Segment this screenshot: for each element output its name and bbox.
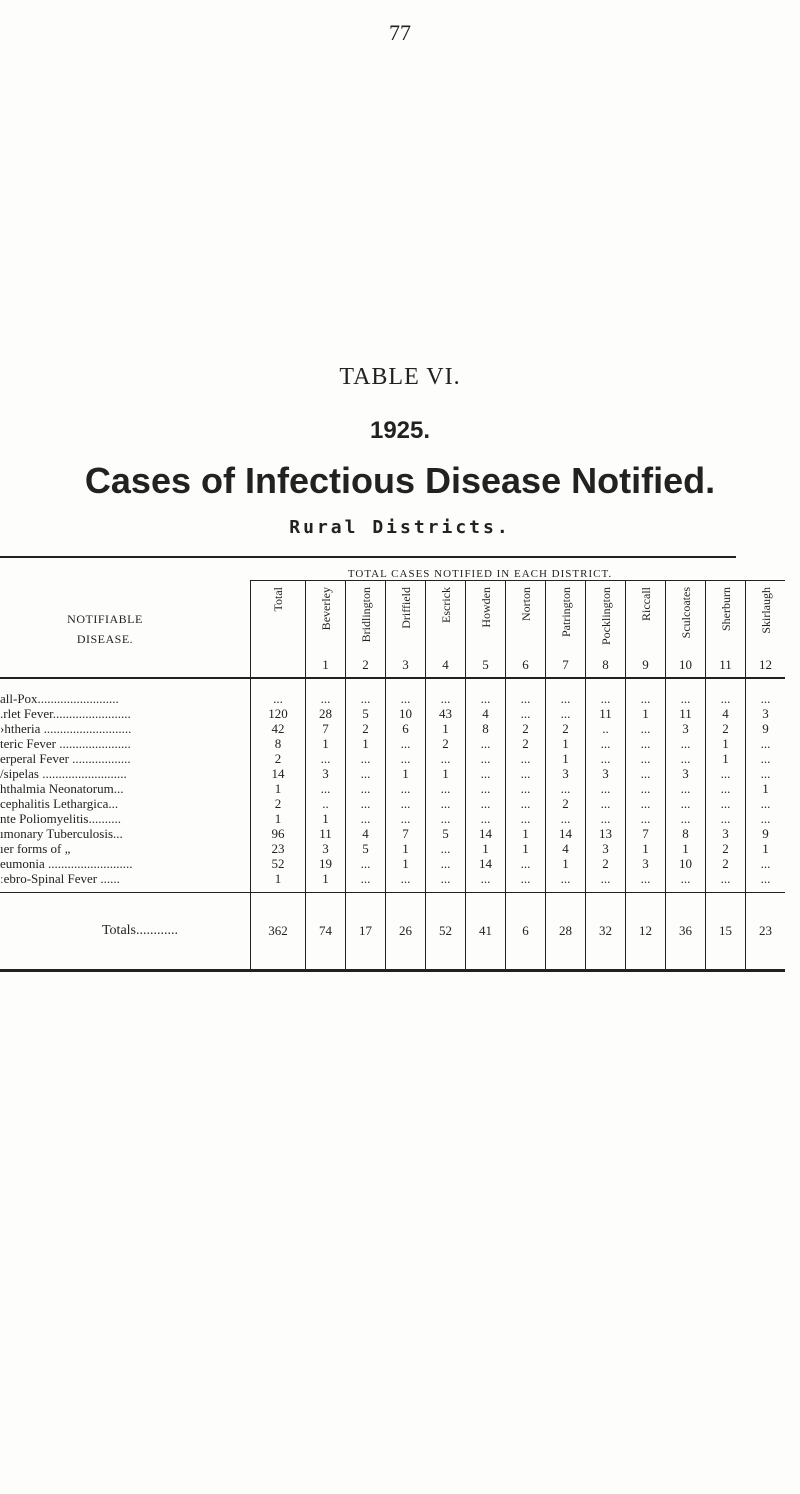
district-cell: 11 <box>666 706 706 721</box>
table-row <box>0 766 785 781</box>
district-cell: ... <box>626 736 666 751</box>
district-cell: 1 <box>386 766 426 781</box>
district-cell: 7 <box>386 826 426 841</box>
district-cell: ... <box>426 751 466 766</box>
district-cell: ... <box>426 871 466 893</box>
section-label: TOTAL CASES NOTIFIED IN EACH DISTRICT. <box>347 568 613 580</box>
district-cell: 5 <box>426 826 466 841</box>
district-number: 4 <box>442 657 449 672</box>
district-cell: ... <box>306 751 346 766</box>
district-cell: ... <box>466 691 506 706</box>
district-cell: 1 <box>746 841 786 856</box>
table-row <box>0 691 785 706</box>
district-cell: 3 <box>306 766 346 781</box>
spacer-cell <box>0 678 251 691</box>
spacer-cell <box>586 678 626 691</box>
table-row <box>0 811 785 826</box>
district-cell: 1 <box>306 811 346 826</box>
disease-label: eumonia .......................... <box>0 856 133 871</box>
district-cell: ... <box>466 751 506 766</box>
district-cell: 1 <box>546 751 586 766</box>
district-number: 6 <box>522 657 529 672</box>
district-cell: ... <box>426 796 466 811</box>
district-cell: ... <box>466 766 506 781</box>
district-cell: 4 <box>346 826 386 841</box>
district-cell: 8 <box>466 721 506 736</box>
total-cell: 52 <box>251 856 306 871</box>
district-cell: ... <box>346 811 386 826</box>
district-column-header <box>346 581 386 679</box>
disease-label: ımonary Tuberculosis... <box>0 826 123 841</box>
spacer-cell <box>746 678 786 691</box>
district-column-header <box>466 581 506 679</box>
disease-header-line1: NOTIFIABLE <box>67 611 143 626</box>
district-total-cell: 52 <box>426 893 466 971</box>
total-cell: ... <box>251 691 306 706</box>
district-total-cell: 41 <box>466 893 506 971</box>
district-total-cell: 36 <box>666 893 706 971</box>
disease-label: /sipelas .......................... <box>0 766 127 781</box>
district-cell: 1 <box>386 856 426 871</box>
district-number: 9 <box>642 657 649 672</box>
table-row <box>0 751 785 766</box>
district-column-header <box>506 581 546 679</box>
district-cell: 1 <box>626 841 666 856</box>
district-name: Skirlaugh <box>758 587 773 634</box>
district-cell: ... <box>426 691 466 706</box>
total-cell: 1 <box>251 781 306 796</box>
disease-header-line2: DISEASE. <box>76 631 134 646</box>
district-total-cell: 32 <box>586 893 626 971</box>
district-cell: ... <box>466 811 506 826</box>
disease-label: hthalmia Neonatorum... <box>0 781 124 796</box>
district-cell: 3 <box>586 841 626 856</box>
spacer-row <box>0 678 785 691</box>
district-cell: ... <box>706 796 746 811</box>
spacer-cell <box>306 678 346 691</box>
district-cell: ... <box>346 796 386 811</box>
district-cell: ... <box>346 751 386 766</box>
district-cell: 1 <box>386 841 426 856</box>
disease-column-header <box>0 581 251 679</box>
district-number: 12 <box>759 657 772 672</box>
district-cell: 5 <box>346 841 386 856</box>
district-cell: 11 <box>306 826 346 841</box>
district-cell: ... <box>586 781 626 796</box>
district-cell: 9 <box>746 826 786 841</box>
district-cell: ... <box>746 691 786 706</box>
disease-label: cephalitis Lethargica... <box>0 796 119 811</box>
district-cell: 3 <box>706 826 746 841</box>
district-cell: ... <box>466 796 506 811</box>
district-cell: 4 <box>546 841 586 856</box>
district-cell: 14 <box>466 826 506 841</box>
district-cell: 1 <box>706 751 746 766</box>
district-number: 3 <box>402 657 409 672</box>
cases-table-container <box>0 580 773 972</box>
spacer-cell <box>626 678 666 691</box>
district-cell: 1 <box>426 766 466 781</box>
district-name: Bridlington <box>358 587 373 643</box>
district-cell: ... <box>426 841 466 856</box>
district-name: Beverley <box>318 587 333 631</box>
district-name: Patrington <box>558 587 573 637</box>
disease-label: erperal Fever .................. <box>0 751 131 766</box>
disease-label: nte Poliomyelitis.......... <box>0 811 121 826</box>
total-cell: 96 <box>251 826 306 841</box>
district-cell: 1 <box>426 721 466 736</box>
district-cell: ... <box>346 856 386 871</box>
district-cell: ... <box>706 811 746 826</box>
district-cell: ... <box>586 751 626 766</box>
district-cell: ... <box>386 781 426 796</box>
district-cell: ... <box>386 796 426 811</box>
district-cell: 4 <box>466 706 506 721</box>
district-cell: 3 <box>666 721 706 736</box>
district-name: Riccall <box>638 587 653 621</box>
district-cell: ... <box>546 871 586 893</box>
district-cell: ... <box>666 691 706 706</box>
district-cell: ... <box>506 766 546 781</box>
spacer-cell <box>506 678 546 691</box>
district-cell: ... <box>426 781 466 796</box>
page-number: 77 <box>389 20 411 45</box>
district-cell: ... <box>386 871 426 893</box>
total-column-header <box>251 581 306 679</box>
district-cell: ... <box>586 796 626 811</box>
table-row <box>0 856 785 871</box>
district-cell: ... <box>546 706 586 721</box>
district-cell: 3 <box>306 841 346 856</box>
district-name: Howden <box>478 587 493 628</box>
district-cell: ... <box>586 736 626 751</box>
district-cell: 2 <box>546 796 586 811</box>
district-number: 8 <box>602 657 609 672</box>
district-cell: ... <box>386 751 426 766</box>
totals-row <box>0 893 785 971</box>
district-total-cell: 26 <box>386 893 426 971</box>
total-cell: 42 <box>251 721 306 736</box>
spacer-cell <box>546 678 586 691</box>
district-cell: ... <box>426 856 466 871</box>
district-cell: ... <box>546 781 586 796</box>
district-cell: ... <box>626 751 666 766</box>
district-cell: ... <box>466 781 506 796</box>
total-cell: 2 <box>251 751 306 766</box>
total-header-text: Total <box>271 587 285 612</box>
district-cell: ... <box>626 721 666 736</box>
district-cell: 2 <box>346 721 386 736</box>
district-cell: 2 <box>506 721 546 736</box>
district-cell: 3 <box>746 706 786 721</box>
district-cell: ... <box>506 691 546 706</box>
totals-label: Totals............ <box>0 893 251 971</box>
district-cell: 5 <box>346 706 386 721</box>
district-cell: 13 <box>586 826 626 841</box>
table-row <box>0 781 785 796</box>
district-cell: ... <box>626 796 666 811</box>
district-column-header <box>586 581 626 679</box>
table-title: TABLE VI. <box>339 364 461 390</box>
district-cell: ... <box>546 811 586 826</box>
district-cell: ... <box>626 766 666 781</box>
total-cell: 120 <box>251 706 306 721</box>
district-name: Sculcoates <box>678 587 693 639</box>
table-row <box>0 796 785 811</box>
district-cell: .. <box>586 721 626 736</box>
total-cell: 1 <box>251 811 306 826</box>
district-cell: 11 <box>586 706 626 721</box>
table-row <box>0 736 785 751</box>
district-cell: 1 <box>706 736 746 751</box>
table-row <box>0 706 785 721</box>
district-total-cell: 12 <box>626 893 666 971</box>
district-cell: 3 <box>586 766 626 781</box>
district-cell: 1 <box>746 781 786 796</box>
district-cell: 2 <box>546 721 586 736</box>
district-cell: 8 <box>666 826 706 841</box>
spacer-cell <box>386 678 426 691</box>
district-cell: 1 <box>546 856 586 871</box>
district-number: 7 <box>562 657 569 672</box>
district-name: Escrick <box>438 587 453 623</box>
district-cell: 2 <box>506 736 546 751</box>
district-cell: 4 <box>706 706 746 721</box>
district-cell: 14 <box>466 856 506 871</box>
district-cell: 1 <box>306 871 346 893</box>
sub-heading: Rural Districts. <box>289 517 511 538</box>
district-cell: 1 <box>466 841 506 856</box>
district-column-header <box>706 581 746 679</box>
district-cell: ... <box>546 691 586 706</box>
district-number: 11 <box>719 657 732 672</box>
district-cell: .. <box>306 796 346 811</box>
district-cell: ... <box>306 691 346 706</box>
district-cell: ... <box>346 871 386 893</box>
total-cell: 8 <box>251 736 306 751</box>
district-cell: 1 <box>346 736 386 751</box>
district-cell: 2 <box>706 841 746 856</box>
district-cell: ... <box>506 751 546 766</box>
district-cell: ... <box>626 691 666 706</box>
district-name: Sherburn <box>718 587 733 631</box>
district-cell: 3 <box>546 766 586 781</box>
spacer-cell <box>466 678 506 691</box>
spacer-cell <box>706 678 746 691</box>
district-column-header <box>386 581 426 679</box>
district-cell: ... <box>746 736 786 751</box>
district-cell: ... <box>666 871 706 893</box>
district-cell: ... <box>466 736 506 751</box>
district-cell: ... <box>706 871 746 893</box>
district-cell: 43 <box>426 706 466 721</box>
district-cell: 3 <box>626 856 666 871</box>
district-cell: 2 <box>586 856 626 871</box>
district-cell: 1 <box>666 841 706 856</box>
total-cell: 1 <box>251 871 306 893</box>
district-cell: 1 <box>306 736 346 751</box>
disease-label: all-Pox......................... <box>0 691 119 706</box>
district-cell: 2 <box>426 736 466 751</box>
district-cell: ... <box>346 766 386 781</box>
district-cell: 1 <box>626 706 666 721</box>
district-cell: ... <box>506 871 546 893</box>
district-cell: 6 <box>386 721 426 736</box>
district-number: 10 <box>679 657 692 672</box>
district-cell: 7 <box>626 826 666 841</box>
district-cell: ... <box>706 766 746 781</box>
district-cell: ... <box>626 811 666 826</box>
district-total-cell: 17 <box>346 893 386 971</box>
header-row <box>0 581 785 679</box>
district-column-header <box>626 581 666 679</box>
district-cell: ... <box>746 811 786 826</box>
district-cell: 14 <box>546 826 586 841</box>
district-column-header <box>746 581 786 679</box>
district-cell: ... <box>666 811 706 826</box>
district-cell: ... <box>746 751 786 766</box>
district-name: Pocklington <box>598 587 613 646</box>
district-cell: 9 <box>746 721 786 736</box>
table-row <box>0 826 785 841</box>
district-cell: ... <box>586 871 626 893</box>
district-cell: 10 <box>666 856 706 871</box>
district-cell: 1 <box>506 841 546 856</box>
district-number: 1 <box>322 657 329 672</box>
district-name: Norton <box>518 587 533 621</box>
district-cell: ... <box>706 781 746 796</box>
spacer-cell <box>346 678 386 691</box>
report-year: 1925. <box>369 417 431 444</box>
district-total-cell: 15 <box>706 893 746 971</box>
total-cell: 14 <box>251 766 306 781</box>
district-cell: ... <box>506 856 546 871</box>
district-cell: ... <box>746 871 786 893</box>
district-cell: ... <box>386 691 426 706</box>
grand-total-cell: 362 <box>251 893 306 971</box>
district-cell: ... <box>386 811 426 826</box>
district-column-header <box>546 581 586 679</box>
district-cell: ... <box>626 781 666 796</box>
district-cell: ... <box>346 781 386 796</box>
table-body <box>0 678 785 893</box>
district-cell: 28 <box>306 706 346 721</box>
district-number: 2 <box>362 657 369 672</box>
district-cell: 1 <box>546 736 586 751</box>
district-cell: ... <box>666 796 706 811</box>
district-cell: ... <box>506 706 546 721</box>
district-name: Driffield <box>398 587 413 629</box>
district-cell: ... <box>506 796 546 811</box>
district-column-header <box>426 581 466 679</box>
table-row <box>0 721 785 736</box>
district-total-cell: 6 <box>506 893 546 971</box>
district-number: 5 <box>482 657 489 672</box>
cases-table <box>0 580 785 972</box>
main-heading: Cases of Infectious Disease Notified. <box>84 460 716 501</box>
district-cell: ... <box>746 856 786 871</box>
district-cell: 2 <box>706 721 746 736</box>
district-total-cell: 74 <box>306 893 346 971</box>
district-cell: ... <box>666 781 706 796</box>
total-cell: 2 <box>251 796 306 811</box>
district-cell: 1 <box>506 826 546 841</box>
district-cell: 10 <box>386 706 426 721</box>
disease-label: ːebro-Spinal Fever ...... <box>0 871 120 886</box>
district-cell: 7 <box>306 721 346 736</box>
district-cell: ... <box>586 811 626 826</box>
district-total-cell: 23 <box>746 893 786 971</box>
disease-label: ›htheria ........................... <box>0 721 132 736</box>
district-cell: ... <box>666 736 706 751</box>
district-cell: 19 <box>306 856 346 871</box>
disease-label: .rlet Fever........................ <box>0 706 131 721</box>
district-cell: ... <box>706 691 746 706</box>
spacer-cell <box>426 678 466 691</box>
district-cell: ... <box>346 691 386 706</box>
district-cell: ... <box>746 796 786 811</box>
district-cell: ... <box>666 751 706 766</box>
district-column-header <box>666 581 706 679</box>
district-cell: ... <box>506 811 546 826</box>
district-column-header <box>306 581 346 679</box>
district-cell: ... <box>426 811 466 826</box>
top-rule <box>0 556 736 558</box>
district-cell: 3 <box>666 766 706 781</box>
district-cell: ... <box>586 691 626 706</box>
table-row <box>0 841 785 856</box>
district-cell: 2 <box>706 856 746 871</box>
spacer-cell <box>666 678 706 691</box>
district-cell: ... <box>506 781 546 796</box>
spacer-cell <box>251 678 306 691</box>
disease-label: ıer forms of „ <box>0 841 71 856</box>
district-cell: ... <box>466 871 506 893</box>
disease-label: teric Fever ...................... <box>0 736 131 751</box>
district-cell: ... <box>626 871 666 893</box>
district-cell: ... <box>386 736 426 751</box>
district-cell: ... <box>306 781 346 796</box>
table-row <box>0 871 785 893</box>
total-cell: 23 <box>251 841 306 856</box>
district-cell: ... <box>746 766 786 781</box>
district-total-cell: 28 <box>546 893 586 971</box>
